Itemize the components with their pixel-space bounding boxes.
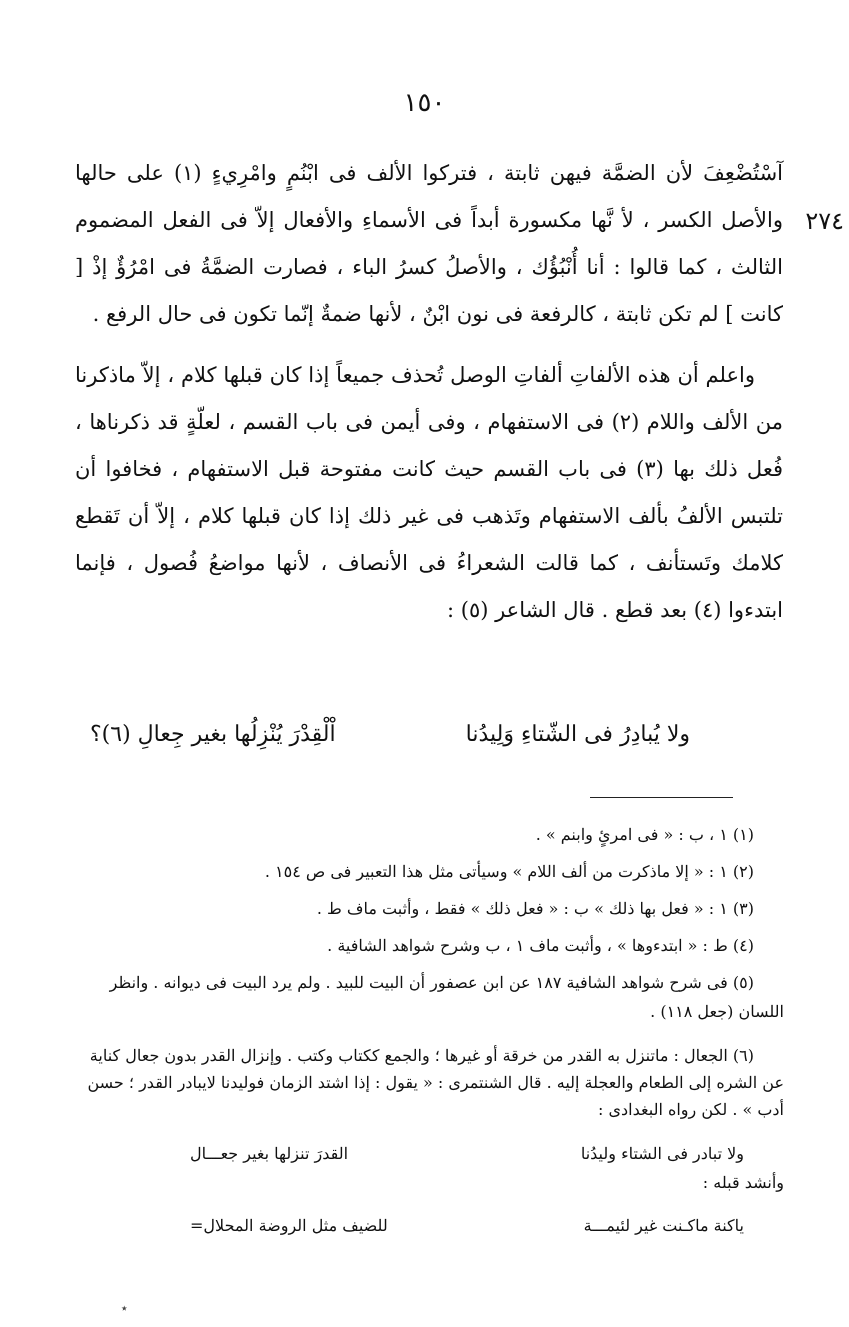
bottom-mark: ٭ — [121, 1301, 128, 1315]
page-number: ١٥٠ — [403, 88, 446, 118]
footnote-4: (٤) ط : « ابتدءوها » ، وأثبت ماف ١ ، ب وشرح شواهد الشافية . — [327, 936, 754, 955]
footnote-verse-intro: وأنشد قبله : — [702, 1173, 784, 1192]
paragraph-2: واعلم أن هذه الألفاتِ ألفاتِ الوصل تُحذف جميعاً إذا كان قبلها كلام ، إلاّ ماذكرنا من الألف واللام (٢) فى الاستفهام ، وفى أيمن فى باب القسم ، لعلّةٍ قد ذكرناها ، فُعل ذلك بها (٣) فى باب القسم حيث كانت مفتوحة قبل الاستفهام ، فخافوا أن تلتبس الألفُ بألف الاستفهام وتَذهب فى غير ذلك إذا كان قبلها كلام ، إلاّ أن تَقطع كلامك وتَستأنف ، كما قالت الشعراءُ فى الأنصاف ، لأنها مواضعُ فُصول ، فإنما ابتدءوا (٤) بعد قطع . قال الشاعر (٥) : — [75, 363, 784, 622]
footnotes — [80, 820, 784, 1241]
margin-number: ٢٧٤ — [805, 207, 844, 235]
footnote-verse-1-second: القدرَ تنزلها بغير جعـــال — [190, 1144, 349, 1163]
footnote-verse-2 — [80, 1211, 784, 1241]
footnote-1: (١) ١ ، ب : « فى امرئٍ وابنم » . — [535, 825, 754, 844]
footnote-verse-2-first: ياكنة ماكـنت غير لئيمـــة — [583, 1216, 744, 1235]
footnote-6: (٦) الجعال : ماتنزل به القدر من خرقة أو غيرها ؛ والجمع ككتاب وكتب . وإنزال القدر بدون جعال كناية عن الشره إلى الطعام والعجلة إليه . قال الشنتمرى : « يقول : إذا اشتد الزمان فوليدنا لايبادر القدر ؛ حسن أدب » . لكن رواه البغدادى : — [87, 1046, 784, 1119]
paragraph-1: آسْتُضْعِفَ لأن الضمَّة فيهن ثابتة ، فتركوا الألف فى ابْنُمٍ وامْرِيءٍ (١) على حالها والأصل الكسر ، لأ نَّها مكسورة أبداً فى الأسماءِ والأفعال إلاّ فى الفعل المضموم الثالث ، كما قالوا : أنا أُنْبُؤُك ، والأصلُ كسرُ الباء ، فصارت الضمَّةُ فى امْرُؤٌ إذْ [ كانت ] لم تكن ثابتة ، كالرفعة فى نون ابْنٌ ، لأنها ضمةٌ إنّما تكون فى حال الرفع . — [75, 161, 783, 326]
footnote-separator — [590, 797, 733, 798]
verse-second-hemistich: اْلْقِدْرَ يُنْزِلُها بغير جِعالِ (٦)؟ — [90, 722, 336, 747]
footnote-verse-2-second: للضيف مثل الروضة المحلال= — [190, 1216, 388, 1235]
footnote-2: (٢) ١ : « إلا ماذكرت من ألف اللام » وسيأتى مثل هذا التعبير فى ص ١٥٤ . — [264, 862, 754, 881]
footnote-5: (٥) فى شرح شواهد الشافية ١٨٧ عن ابن عصفور أن البيت للبيد . ولم يرد البيت فى ديوانه . وانظر اللسان (جعل ١١٨) . — [109, 973, 784, 1021]
poetry-verse — [90, 712, 690, 758]
footnote-3: (٣) ١ : « فعل بها ذلك » ب : « فعل ذلك » فقط ، وأثبت ماف ط . — [316, 899, 754, 918]
footnote-verse-1-first: ولا تبادر فى الشتاء وليدُنا — [580, 1144, 744, 1163]
footnote-verse-1 — [80, 1139, 784, 1169]
verse-first-hemistich: ولا يُبادِرُ فى الشّتاءِ وَلِيدُنا — [465, 722, 690, 747]
main-text — [75, 150, 783, 634]
